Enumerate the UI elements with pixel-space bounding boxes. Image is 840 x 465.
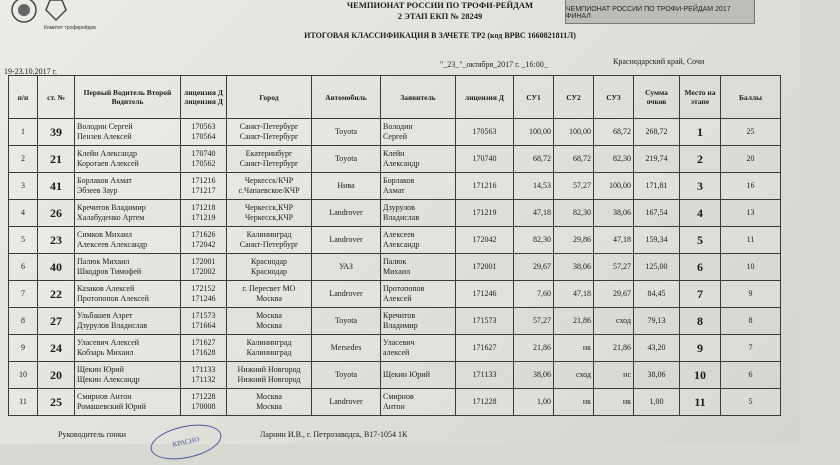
row-drivers [75,362,181,389]
row-car: УАЗ [312,254,381,281]
row-su2: 57,27 [554,173,594,200]
table-row [9,335,781,362]
row-points: 11 [721,227,781,254]
row-cities-line-1: Черкесск,КЧР [244,203,294,212]
row-cities-line-2: Санкт-Петербург [239,132,299,141]
row-sum: 38,06 [634,362,680,389]
row-cities-line-1: Калининград [246,230,292,239]
row-licenses [181,173,227,200]
col-points: Баллы [721,76,781,119]
row-cities-line-1: Москва [256,311,282,320]
row-licenses-line-2: 170564 [191,132,216,141]
row-sum: 171,81 [634,173,680,200]
table-row [9,119,781,146]
col-start: ст. № [38,76,75,119]
table-row [9,389,781,416]
row-entrant [381,335,456,362]
row-points: 5 [721,389,781,416]
row-su1: 7,60 [514,281,554,308]
row-points: 9 [721,281,781,308]
row-start-number: 27 [38,308,75,335]
row-su1: 38,06 [514,362,554,389]
row-drivers-line-1: Палюк Михаил [77,257,130,266]
col-su2: СУ2 [554,76,594,119]
row-car: Toyota [312,119,381,146]
row-su1: 68,72 [514,146,554,173]
row-cities-line-2: Краснодар [250,267,288,276]
row-drivers-line-2: Шкодров Тимофей [77,267,142,276]
row-su3: нс [594,362,634,389]
table-row [9,281,781,308]
row-licenses-line-1: 171218 [191,203,216,212]
row-num: 2 [9,146,38,173]
row-cities-line-1: Москва [256,392,282,401]
row-cities-line-2: Санкт-Петербург [239,159,299,168]
row-num: 10 [9,362,38,389]
row-su2: 47,18 [554,281,594,308]
row-start-number: 26 [38,200,75,227]
row-entrant-license: 171573 [456,308,514,335]
table-row [9,362,781,389]
col-drivers: Первый Водитель Второй Водитель [75,76,181,119]
row-points: 6 [721,362,781,389]
row-num: 3 [9,173,38,200]
row-drivers [75,281,181,308]
row-entrant-line-1: Палюк [383,257,407,266]
row-su2: 68,72 [554,146,594,173]
row-drivers-line-2: Пензев Алексей [77,132,132,141]
table-row [9,146,781,173]
row-points: 13 [721,200,781,227]
row-car: Mersedes [312,335,381,362]
row-entrant-line-1: Кречитов [383,311,416,320]
row-drivers [75,173,181,200]
row-su1: 1,00 [514,389,554,416]
row-licenses-line-1: 172001 [191,257,216,266]
table-row [9,254,781,281]
row-licenses-line-2: 170562 [191,159,216,168]
row-entrant-line-2: Сергей [383,132,407,141]
row-cities-line-1: Калининград [246,338,292,347]
row-su3: 82,30 [594,146,634,173]
row-place: 5 [680,227,721,254]
race-director-label: Руководитель гонки [58,430,126,439]
row-entrant [381,173,456,200]
row-entrant-line-1: Алексеев [383,230,415,239]
row-cities-line-2: с.Чапаевское/КЧР [238,186,300,195]
row-start-number: 39 [38,119,75,146]
row-place: 6 [680,254,721,281]
row-sum: 79,13 [634,308,680,335]
row-start-number: 21 [38,146,75,173]
row-sum: 159,34 [634,227,680,254]
row-start-number: 20 [38,362,75,389]
row-drivers-line-1: Клейн Александр [77,149,137,158]
table-row [9,308,781,335]
row-car: Landrover [312,389,381,416]
row-start-number: 25 [38,389,75,416]
row-drivers [75,389,181,416]
row-su2: нк [554,389,594,416]
row-cities [227,200,312,227]
row-place: 9 [680,335,721,362]
row-drivers [75,335,181,362]
row-drivers-line-1: Кречитов Владимир [77,203,146,212]
col-num: п/п [9,76,38,119]
row-points: 8 [721,308,781,335]
row-points: 16 [721,173,781,200]
row-licenses-line-2: 171246 [191,294,216,303]
row-sum: 84,45 [634,281,680,308]
results-table [8,75,781,416]
row-drivers-line-1: Симков Михаил [77,230,133,239]
table-row [9,200,781,227]
row-su2: сход [554,362,594,389]
row-points: 7 [721,335,781,362]
row-licenses [181,335,227,362]
row-cities [227,173,312,200]
row-entrant-line-2: Владислав [383,213,420,222]
row-licenses-line-2: 171628 [191,348,216,357]
title-line-3: ИТОГОВАЯ КЛАССИФИКАЦИЯ В ЗАЧЕТЕ ТР2 (код ВРВС 1660821811Л) [304,31,576,40]
row-start-number: 23 [38,227,75,254]
row-car: Toyota [312,362,381,389]
row-cities-line-1: г. Пересвет МО [242,284,296,293]
row-licenses-line-2: 171217 [191,186,216,195]
row-su2: нк [554,335,594,362]
row-drivers [75,200,181,227]
col-entrant-license: лицензия Д [456,76,514,119]
row-licenses [181,254,227,281]
row-cities-line-2: Москва [256,294,282,303]
row-licenses-line-1: 171133 [191,365,216,374]
row-entrant-line-2: Александр [383,159,420,168]
row-place: 11 [680,389,721,416]
row-drivers-line-1: Ульбашев Азрет [77,311,133,320]
row-car: Landrover [312,281,381,308]
row-sum: 1,00 [634,389,680,416]
row-num: 6 [9,254,38,281]
row-su3: сход [594,308,634,335]
row-licenses-line-1: 172152 [191,284,216,293]
row-entrant-line-1: Щекин Юрий [383,370,430,379]
row-su2: 100,00 [554,119,594,146]
row-drivers-line-2: Щекин Александр [77,375,140,384]
row-drivers-line-2: Протопопов Алексей [77,294,149,303]
event-place: Краснодарский край, Сочи [613,57,705,66]
col-su1: СУ1 [514,76,554,119]
row-drivers-line-1: Борлаков Ахмат [77,176,132,185]
row-cities [227,335,312,362]
row-entrant-line-2: Антон [383,402,405,411]
row-car: Landrover [312,227,381,254]
row-place: 3 [680,173,721,200]
row-licenses [181,146,227,173]
row-licenses-line-1: 171228 [191,392,216,401]
row-entrant [381,227,456,254]
race-director-signature: Ларнин И.В., г. Петрозаводск, В17-1054 1К [260,430,408,439]
row-cities [227,281,312,308]
row-points: 25 [721,119,781,146]
row-entrant-license: 171246 [456,281,514,308]
row-entrant-line-2: Ахмат [383,186,405,195]
row-drivers-line-2: Халабуденко Артем [77,213,145,222]
row-num: 1 [9,119,38,146]
row-entrant-license: 171228 [456,389,514,416]
row-su3: 29,67 [594,281,634,308]
row-licenses [181,281,227,308]
row-su1: 57,27 [514,308,554,335]
row-entrant-license: 171627 [456,335,514,362]
row-num: 7 [9,281,38,308]
row-su1: 82,30 [514,227,554,254]
table-row [9,173,781,200]
row-drivers-line-2: Ромашевский Юрий [77,402,146,411]
row-entrant [381,254,456,281]
row-sum: 125,00 [634,254,680,281]
row-entrant-line-1: Уласевич [383,338,415,347]
row-entrant [381,119,456,146]
row-licenses [181,200,227,227]
row-entrant-line-2: Алексей [383,294,412,303]
stamp-text: КРАСНО [171,435,201,449]
col-city: Город [227,76,312,119]
row-entrant [381,308,456,335]
row-licenses-line-2: 171664 [191,321,216,330]
row-su2: 82,30 [554,200,594,227]
row-licenses-line-2: 172042 [191,240,216,249]
row-licenses-line-1: 171626 [191,230,216,239]
row-start-number: 22 [38,281,75,308]
row-entrant-license: 172042 [456,227,514,254]
row-su1: 14,53 [514,173,554,200]
row-su3: 21,86 [594,335,634,362]
row-drivers-line-1: Смирнов Антон [77,392,132,401]
row-licenses-line-2: 172002 [191,267,216,276]
row-licenses-line-1: 171573 [191,311,216,320]
row-entrant [381,146,456,173]
col-car: Автомобиль [312,76,381,119]
row-num: 9 [9,335,38,362]
row-cities [227,119,312,146]
row-su1: 100,00 [514,119,554,146]
row-cities [227,389,312,416]
row-entrant [381,362,456,389]
row-drivers [75,308,181,335]
row-licenses-line-2: 171219 [191,213,216,222]
row-cities-line-1: Екатеринбург [245,149,293,158]
row-su1: 47,18 [514,200,554,227]
row-start-number: 41 [38,173,75,200]
row-drivers-line-2: Эбзеев Заур [77,186,118,195]
row-entrant-license: 172001 [456,254,514,281]
row-drivers-line-1: Уласевич Алексей [77,338,140,347]
row-num: 11 [9,389,38,416]
table-row [9,227,781,254]
row-licenses-line-2: 170008 [191,402,216,411]
row-licenses [181,389,227,416]
row-entrant-line-1: Протопопов [383,284,425,293]
row-licenses-line-1: 170740 [191,149,216,158]
row-num: 4 [9,200,38,227]
row-su3: 47,18 [594,227,634,254]
row-car: Toyota [312,146,381,173]
row-cities-line-2: Калининград [246,348,292,357]
row-entrant [381,281,456,308]
row-car: Toyota [312,308,381,335]
logo-caption: Комитет трофирейдов [44,25,96,31]
row-entrant-line-1: Клейн [383,149,405,158]
row-sum: 219,74 [634,146,680,173]
row-sum: 167,54 [634,200,680,227]
row-licenses [181,362,227,389]
row-entrant-line-1: Смирнов [383,392,414,401]
row-drivers-line-1: Казаков Алексей [77,284,135,293]
row-cities [227,254,312,281]
row-cities-line-2: Санкт-Петербург [239,240,299,249]
row-sum: 43,20 [634,335,680,362]
row-su2: 21,86 [554,308,594,335]
row-su3: 57,27 [594,254,634,281]
row-su3: 38,06 [594,200,634,227]
row-entrant [381,200,456,227]
row-drivers [75,254,181,281]
row-cities [227,308,312,335]
row-points: 10 [721,254,781,281]
row-su3: 100,00 [594,173,634,200]
row-place: 7 [680,281,721,308]
row-cities-line-2: Москва [256,321,282,330]
row-licenses-line-1: 170563 [191,122,216,131]
row-car: Landrover [312,200,381,227]
row-drivers [75,146,181,173]
row-points: 20 [721,146,781,173]
row-su1: 29,67 [514,254,554,281]
row-licenses [181,227,227,254]
row-entrant-license: 171216 [456,173,514,200]
row-sum: 268,72 [634,119,680,146]
row-cities-line-1: Краснодар [250,257,288,266]
row-place: 8 [680,308,721,335]
row-cities [227,362,312,389]
row-entrant-line-1: Дзурулов [383,203,415,212]
col-sum: Сумма очков [634,76,680,119]
row-cities [227,227,312,254]
row-num: 5 [9,227,38,254]
row-place: 2 [680,146,721,173]
row-entrant-line-2: алексей [383,348,410,357]
title-line-1: ЧЕМПИОНАТ РОССИИ ПО ТРОФИ-РЕЙДАМ [346,0,534,10]
row-num: 8 [9,308,38,335]
event-dates: 19-23.10.2017 г. [4,67,58,76]
row-entrant-license: 171219 [456,200,514,227]
row-entrant-line-2: Владимир [383,321,418,330]
row-licenses-line-1: 171627 [191,338,216,347]
row-car: Нива [312,173,381,200]
row-licenses [181,308,227,335]
row-cities [227,146,312,173]
row-drivers-line-2: Кобзарь Михаил [77,348,134,357]
row-drivers-line-1: Щекин Юрий [77,365,124,374]
col-su3: СУ3 [594,76,634,119]
row-cities-line-2: Москва [256,402,282,411]
row-licenses [181,119,227,146]
row-su3: 68,72 [594,119,634,146]
row-cities-line-2: Черкесск,КЧР [244,213,294,222]
title-line-2: 2 ЭТАП ЕКП № 28249 [397,11,483,21]
classification-timestamp: "_23_"_октября_2017 г. _16:00_ [440,60,548,69]
row-cities-line-1: Санкт-Петербург [239,122,299,131]
row-entrant-line-1: Борлаков [383,176,415,185]
row-entrant-license: 171133 [456,362,514,389]
official-stamp [147,419,224,465]
row-drivers-line-2: Дзурулов Владислав [77,321,148,330]
row-start-number: 24 [38,335,75,362]
col-place: Место на этапе [680,76,721,119]
row-su2: 38,06 [554,254,594,281]
table-header-row [9,76,781,119]
row-entrant-license: 170740 [456,146,514,173]
row-entrant-license: 170563 [456,119,514,146]
row-place: 4 [680,200,721,227]
row-drivers [75,227,181,254]
row-su1: 21,86 [514,335,554,362]
row-drivers-line-2: Коротаев Алексей [77,159,139,168]
row-drivers [75,119,181,146]
col-license: лицензия Д лицензия Д [181,76,227,119]
row-licenses-line-2: 171132 [191,375,216,384]
row-cities-line-1: Нижний Новгород [237,365,301,374]
row-drivers-line-1: Володин Сергей [77,122,133,131]
row-start-number: 40 [38,254,75,281]
row-cities-line-1: Черкесск/КЧР [244,176,294,185]
row-su2: 29,86 [554,227,594,254]
row-entrant-line-2: Александр [383,240,420,249]
row-licenses-line-1: 171216 [191,176,216,185]
col-entrant: Заявитель [381,76,456,119]
row-drivers-line-2: Алексеев Александр [77,240,148,249]
row-entrant-line-2: Михаил [383,267,411,276]
row-place: 10 [680,362,721,389]
row-place: 1 [680,119,721,146]
emblem-caption: ЧЕМПИОНАТ РОССИИ ПО ТРОФИ-РЕЙДАМ 2017 ФИНАЛ [566,6,731,20]
row-su3: нк [594,389,634,416]
row-entrant [381,389,456,416]
row-entrant-line-1: Володин [383,122,413,131]
row-cities-line-2: Нижний Новгород [237,375,301,384]
